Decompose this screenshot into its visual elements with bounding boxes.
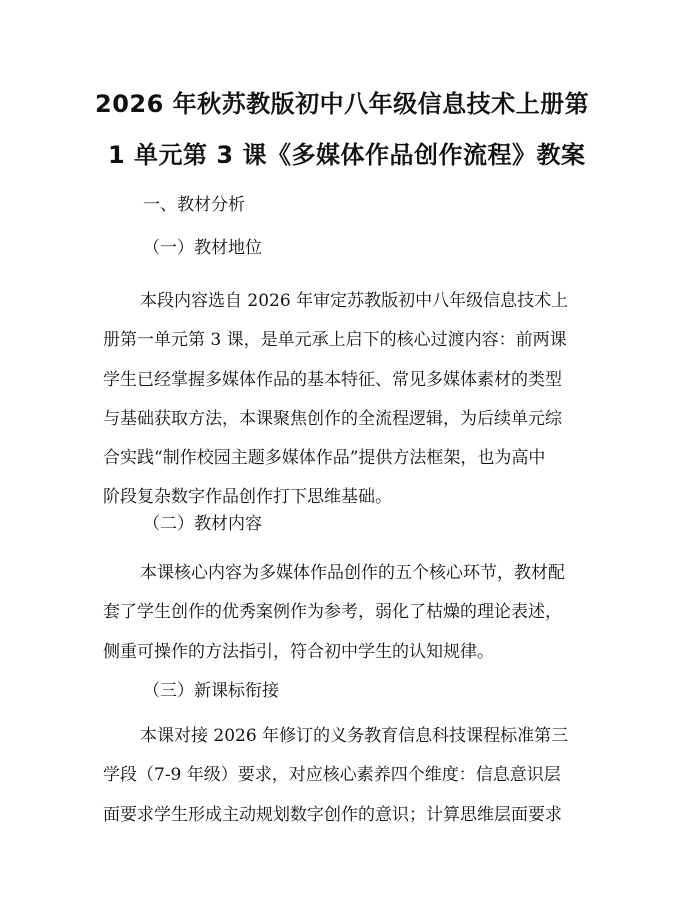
- paragraph-textbook-position: [103, 282, 600, 518]
- paragraph-line: 学段（7-9 年级）要求，对应核心素养四个维度：信息意识层: [103, 765, 561, 786]
- document-title-line-1: 2026 年秋苏教版初中八年级信息技术上册第: [95, 90, 590, 118]
- section-heading-textbook-analysis: 一、教材分析: [143, 195, 245, 215]
- paragraph-line: 面要求学生形成主动规划数字创作的意识；计算思维层面要求: [103, 804, 562, 825]
- paragraph-line: 本段内容选自 2026 年审定苏教版初中八年级信息技术上: [140, 291, 569, 311]
- subsection-heading-curriculum-link: （三）新课标衔接: [143, 681, 279, 701]
- paragraph-line: 本课对接 2026 年修订的义务教育信息科技课程标准第三: [140, 726, 569, 746]
- subsection-heading-textbook-position: （一）教材地位: [143, 238, 262, 258]
- paragraph-line: 套了学生创作的优秀案例作为参考，弱化了枯燥的理论表述，: [103, 602, 562, 623]
- subsection-heading-textbook-content: （二）教材内容: [143, 514, 262, 534]
- paragraph-line: 侧重可操作的方法指引，符合初中学生的认知规律。: [103, 641, 494, 662]
- document-title-line-2: 1 单元第 3 课《多媒体作品创作流程》教案: [108, 141, 586, 169]
- paragraph-line: 合实践“制作校园主题多媒体作品”提供方法框架，也为高中: [103, 448, 546, 469]
- paragraph-line: 学生已经掌握多媒体作品的基本特征、常见多媒体素材的类型: [103, 369, 562, 390]
- paragraph-line: 册第一单元第 3 课，是单元承上启下的核心过渡内容：前两课: [103, 330, 567, 351]
- paragraph-line: 本课核心内容为多媒体作品创作的五个核心环节，教材配: [140, 563, 565, 583]
- paragraph-line: 阶段复杂数字作品创作打下思维基础。: [103, 487, 392, 508]
- paragraph-line: 与基础获取方法，本课聚焦创作的全流程逻辑，为后续单元综: [103, 408, 562, 429]
- paragraph-curriculum-link: [103, 717, 600, 835]
- paragraph-textbook-content: [103, 554, 600, 672]
